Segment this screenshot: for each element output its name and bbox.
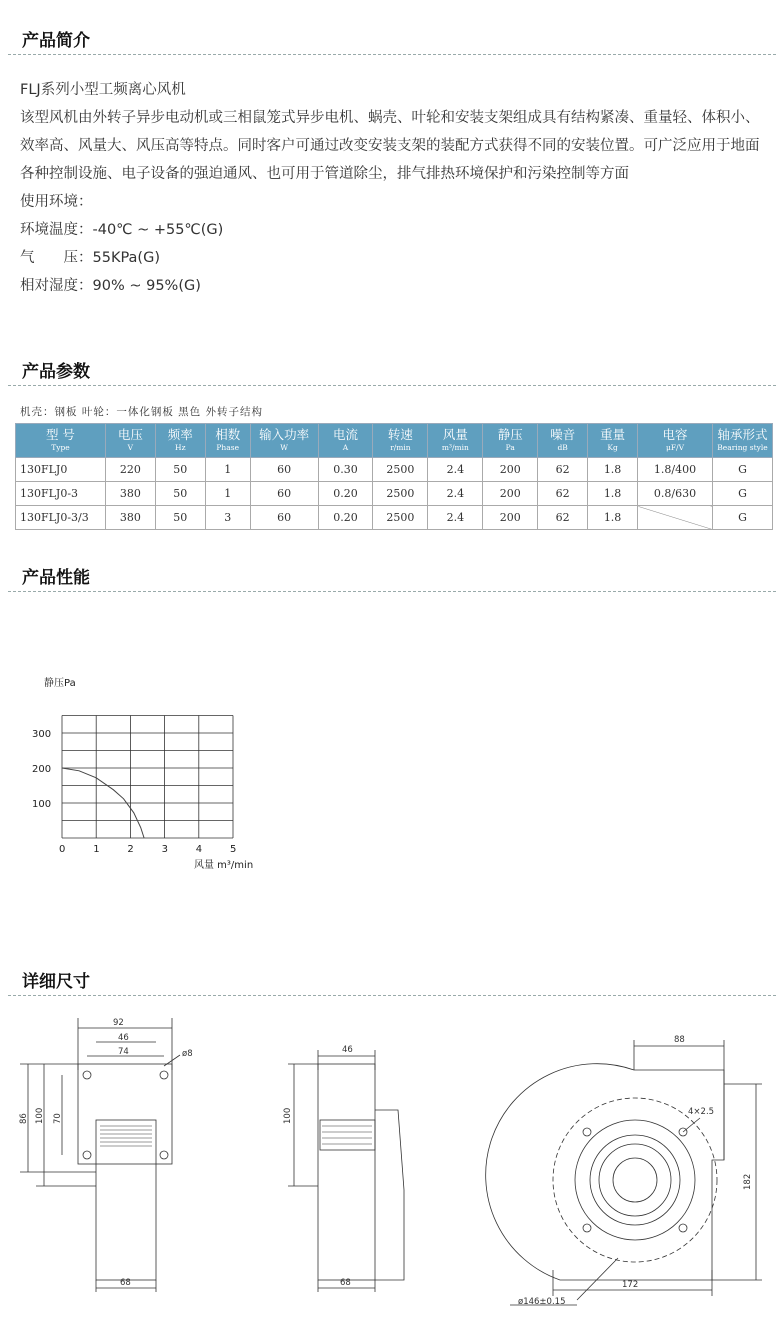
dim-back-172: 172 xyxy=(622,1280,639,1290)
header-unit: r/min xyxy=(390,443,411,452)
table-cell: 60 xyxy=(250,482,318,506)
product-intro xyxy=(20,76,760,300)
dim-side-68: 68 xyxy=(340,1278,351,1288)
back-view-drawing xyxy=(486,1035,762,1307)
env-pressure: 气 压：55KPa(G) xyxy=(20,250,160,266)
table-row xyxy=(16,506,773,530)
section-title: 产品性能 xyxy=(22,568,90,588)
header-label: 静压 xyxy=(497,427,523,442)
dim-holes: 4×2.5 xyxy=(688,1107,715,1117)
header-label: 型 号 xyxy=(45,427,75,442)
env-humidity: 相对湿度：90% ~ 95%(G) xyxy=(20,278,201,294)
dim-92: 92 xyxy=(113,1018,124,1028)
table-cell: 380 xyxy=(105,506,155,530)
table-cell xyxy=(638,506,713,530)
section-title: 产品参数 xyxy=(22,362,90,382)
header-unit: V xyxy=(127,443,134,452)
section-intro-header xyxy=(0,26,776,56)
table-cell: 62 xyxy=(538,458,588,482)
header-unit: Phase xyxy=(216,443,240,452)
dim-74: 74 xyxy=(118,1047,129,1057)
column-header xyxy=(155,424,205,458)
table-cell: 200 xyxy=(483,506,538,530)
y-axis-label: 静压Pa xyxy=(44,678,76,689)
column-header xyxy=(105,424,155,458)
header-unit: Kg xyxy=(607,443,618,452)
chart-ticks xyxy=(32,729,236,855)
table-cell: 1.8/400 xyxy=(638,458,713,482)
section-title: 产品简介 xyxy=(22,31,90,51)
table-cell: 0.20 xyxy=(318,482,373,506)
table-cell: 380 xyxy=(105,482,155,506)
performance-chart xyxy=(30,668,290,878)
y-tick-label: 200 xyxy=(32,764,52,775)
table-cell: 2.4 xyxy=(428,506,483,530)
divider xyxy=(8,54,776,55)
table-cell: 3 xyxy=(205,506,250,530)
header-label: 重量 xyxy=(600,427,626,442)
header-unit: dB xyxy=(557,443,568,452)
column-header xyxy=(205,424,250,458)
column-header xyxy=(538,424,588,458)
header-unit: A xyxy=(342,443,349,452)
dim-back-88: 88 xyxy=(674,1035,685,1045)
table-cell: 1 xyxy=(205,482,250,506)
x-tick-label: 0 xyxy=(59,844,66,855)
dim-back-dia: ø146±0.15 xyxy=(518,1297,566,1307)
table-cell: 1 xyxy=(205,458,250,482)
section-title: 详细尺寸 xyxy=(22,972,90,992)
header-unit: Bearing style xyxy=(717,443,768,452)
x-tick-label: 1 xyxy=(93,844,100,855)
header-label: 电容 xyxy=(662,427,688,442)
header-label: 风量 xyxy=(442,427,468,442)
table-cell: 1.8 xyxy=(588,482,638,506)
x-tick-label: 4 xyxy=(195,844,203,855)
table-cell: 2500 xyxy=(373,458,428,482)
divider xyxy=(8,591,776,592)
table-row xyxy=(16,458,773,482)
env-temperature: 环境温度：-40℃ ~ +55℃(G) xyxy=(20,222,224,238)
header-unit: Type xyxy=(51,443,70,452)
dim-86: 86 xyxy=(19,1113,29,1124)
table-body xyxy=(16,458,773,530)
dim-46: 46 xyxy=(118,1033,129,1043)
dim-100: 100 xyxy=(35,1107,45,1124)
product-name: FLJ系列小型工频离心风机 xyxy=(20,82,186,98)
table-header-row xyxy=(16,424,773,458)
header-unit: μF/V xyxy=(665,443,684,452)
section-dims-header xyxy=(0,967,776,997)
dim-hole-dia: ø8 xyxy=(182,1049,193,1059)
product-description: 该型风机由外转子异步电动机或三相鼠笼式异步电机、蜗壳、叶轮和安装支架组成具有结构紧凑、重量轻、体积小、效率高、风量大、风压高等特点。同时客户可通过改变安装支架的装配方式获得不同的安装位置。可广泛应用于地面各种控制设施、电子设备的强迫通风、也可用于管道除尘，排气排热环境保护和污染控制等方面 xyxy=(20,110,760,182)
x-axis-label: 风量 m³/min xyxy=(194,860,254,871)
table-cell: 2.4 xyxy=(428,458,483,482)
header-label: 相数 xyxy=(215,427,241,442)
header-unit: Hz xyxy=(175,443,186,452)
divider xyxy=(8,995,776,996)
header-unit: Pa xyxy=(505,443,515,452)
x-tick-label: 5 xyxy=(230,844,237,855)
dim-side-46: 46 xyxy=(342,1045,353,1055)
table-cell: 130FLJ0 xyxy=(16,458,106,482)
table-cell: 200 xyxy=(483,458,538,482)
header-label: 轴承形式 xyxy=(717,427,768,442)
section-perf-header xyxy=(0,563,776,593)
table-cell: 60 xyxy=(250,458,318,482)
dimension-drawings xyxy=(0,1000,776,1331)
table-cell: 220 xyxy=(105,458,155,482)
column-header xyxy=(16,424,106,458)
dim-side-100: 100 xyxy=(283,1107,293,1124)
spec-caption: 机壳：钢板 叶轮：一体化钢板 黑色 外转子结构 xyxy=(20,406,264,418)
table-cell: 2500 xyxy=(373,482,428,506)
table-cell: G xyxy=(712,482,772,506)
table-cell: 50 xyxy=(155,482,205,506)
table-cell: 60 xyxy=(250,506,318,530)
column-header xyxy=(250,424,318,458)
dim-70: 70 xyxy=(53,1113,63,1124)
table-cell: 50 xyxy=(155,458,205,482)
table-cell: 62 xyxy=(538,482,588,506)
column-header xyxy=(712,424,772,458)
column-header xyxy=(428,424,483,458)
x-tick-label: 3 xyxy=(161,844,168,855)
table-cell: 2.4 xyxy=(428,482,483,506)
y-tick-label: 100 xyxy=(32,799,52,810)
table-row xyxy=(16,482,773,506)
header-unit: m³/min xyxy=(441,443,469,452)
dim-68: 68 xyxy=(120,1278,131,1288)
chart-grid xyxy=(62,716,233,839)
section-params-header xyxy=(0,357,776,387)
table-cell: 1.8 xyxy=(588,458,638,482)
divider xyxy=(8,385,776,386)
header-label: 电流 xyxy=(332,427,358,442)
table-cell: 1.8 xyxy=(588,506,638,530)
column-header xyxy=(373,424,428,458)
header-label: 噪音 xyxy=(550,427,576,442)
dim-back-182: 182 xyxy=(743,1173,753,1190)
header-unit: W xyxy=(280,443,288,452)
table-cell: 0.8/630 xyxy=(638,482,713,506)
front-view-drawing xyxy=(19,1018,193,1292)
header-label: 电压 xyxy=(117,427,143,442)
column-header xyxy=(483,424,538,458)
column-header xyxy=(638,424,713,458)
header-label: 输入功率 xyxy=(259,427,310,442)
table-cell: 2500 xyxy=(373,506,428,530)
table-cell: 200 xyxy=(483,482,538,506)
y-tick-label: 300 xyxy=(32,729,52,740)
spec-table xyxy=(15,423,773,530)
column-header xyxy=(588,424,638,458)
table-cell: 130FLJ0-3/3 xyxy=(16,506,106,530)
table-cell: 50 xyxy=(155,506,205,530)
side-view-drawing xyxy=(283,1045,404,1292)
x-tick-label: 2 xyxy=(127,844,134,855)
table-cell: 130FLJ0-3 xyxy=(16,482,106,506)
table-cell: G xyxy=(712,458,772,482)
table-cell: 0.20 xyxy=(318,506,373,530)
table-cell: 62 xyxy=(538,506,588,530)
table-cell: G xyxy=(712,506,772,530)
column-header xyxy=(318,424,373,458)
env-label: 使用环境： xyxy=(20,194,93,210)
table-cell: 0.30 xyxy=(318,458,373,482)
header-label: 频率 xyxy=(167,427,193,442)
header-label: 转速 xyxy=(387,427,413,442)
